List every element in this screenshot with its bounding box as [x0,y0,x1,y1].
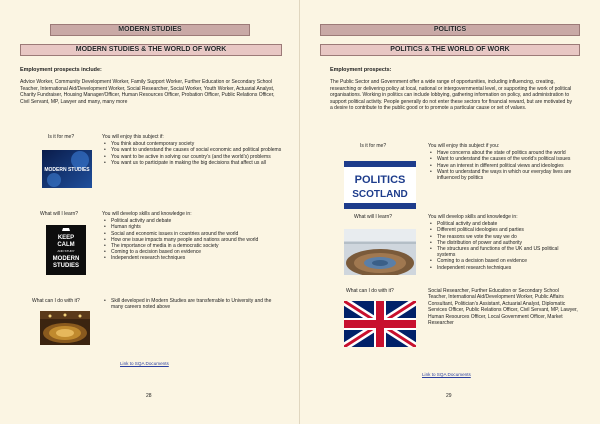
list-item: • Political activity and debate [102,218,282,224]
list-item: • Independent research techniques [428,265,578,271]
list-item: • The importance of media in a democratic society [102,243,282,249]
list-item: • The reasons we vote the way we do [428,234,578,240]
list-item: • Independent research techniques [102,255,282,261]
modern-studies-image [42,150,92,188]
learn-intro: You will develop skills and knowledge in: [102,211,192,217]
what-will-i-learn-label: What will I learn? [354,214,393,220]
list-item: • Have concerns about the state of politics around the world [428,150,578,156]
section-banner: MODERN STUDIES & THE WORLD OF WORK [20,44,282,56]
sqa-documents-link[interactable]: Link to SQA Documents [422,372,471,377]
section-banner: POLITICS & THE WORLD OF WORK [320,44,580,56]
enjoy-list [102,134,282,166]
learn-list [428,214,578,271]
list-item: • Skill developed in Modern Studies are transferrable to University and the many careers noted above [102,298,282,310]
prospects-heading: Employment prospects include: [20,67,102,73]
what-can-i-do-label: What can I do with it? [346,288,394,294]
list-item: • Different political ideologies and parties [428,227,578,233]
image-caption: MODERN STUDIES [44,167,90,173]
list-item: • You want us to participate in making the big decisions that affect us all [102,160,282,166]
subject-banner: POLITICS [320,24,580,36]
prospects-text: The Public Sector and Government offer a wide range of opportunities, including influencing, creating, researching or delivering policy at local, national or intergovernmental level, or supporting the work of political organisations. Working in politics can include lobbying, gathering information on policy, and administration to support political activity. People generally do not enter these sectors for financial reward, but are motivated by a desire to contribute to the public good or to promote a particular cause or set of values. [330,79,572,112]
list-item: • You want to be active in solving our country’s (and the world’s) problems [102,154,282,160]
list-item: • Want to understand the ways in which our everyday lives are influenced by politics [428,169,578,181]
politics-scotland-image [344,161,416,209]
careers-list [102,298,282,310]
enjoy-intro: You will enjoy this subject if you: [428,143,500,149]
list-item: • You think about contemporary society [102,141,282,147]
enjoy-list [428,143,578,181]
chamber-image [344,229,416,275]
list-item: • Social and economic issues in countries around the world [102,231,282,237]
list-item: • Human rights [102,224,282,230]
is-it-for-me-label: Is it for me? [360,143,387,149]
poster-line: AND STUDY [57,249,75,253]
poster-line: STUDIES [52,263,80,269]
learn-intro: You will develop skills and knowledge in: [428,214,518,220]
page-number: 29 [446,393,452,399]
flags-image [344,301,416,347]
what-will-i-learn-label: What will I learn? [40,211,79,217]
poster-line: MODERN [52,256,80,262]
parliament-chamber-image [40,311,90,345]
list-item: • Coming to a decision based on evidence [428,258,578,264]
learn-list [102,211,282,262]
poster-line: CALM [57,242,75,248]
list-item: • You want to understand the causes of social economic and political problems [102,147,282,153]
image-title: POLITICS [354,174,406,186]
list-item: • Coming to a decision based on evidence [102,249,282,255]
list-item: • The structures and functions of the UK and US political systems [428,246,578,258]
prospects-heading: Employment prospects: [330,67,392,73]
keep-calm-poster-image [46,225,86,275]
list-item: • How one issue impacts many people and nations around the world [102,237,282,243]
page-29 [300,0,600,424]
sqa-documents-link[interactable]: Link to SQA Documents [120,361,169,366]
is-it-for-me-label: Is it for me? [48,134,75,140]
image-title: SCOTLAND [352,189,408,200]
list-item: • Have an interest in different political views and ideologies [428,163,578,169]
list-item: • Political activity and debate [428,221,578,227]
poster-line: KEEP [57,235,75,241]
enjoy-intro: You will enjoy this subject if: [102,134,164,140]
subject-banner: MODERN STUDIES [50,24,250,36]
what-can-i-do-label: What can I do with it? [32,298,80,304]
page-number: 28 [146,393,152,399]
list-item: • Want to understand the causes of the world’s political issues [428,156,578,162]
prospects-text: Advice Worker, Community Development Worker, Family Support Worker, Further Education or Secondary School Teacher, International Aid/Development Worker, Social Researcher, Social Worker, Youth Worker, Actuarial Analyst, Charity Fundraiser, Housing Manager/Officer, Human Resources Officer, Probation Officer, Public Relations Officer, Civil Servant, MP, Lawyer and many, many more [20,79,275,105]
careers-text: Social Researcher, Further Education or Secondary School Teacher, International Aid/Development Worker, Public Affairs Consultant, Politician’s Assistant, Actuarial Analyst, Diplomatic Services Officer, Public Relations Officer, Civil Servant, MP, Lawyer, Human Resources Officer, Local Government Officer, Market Researcher [428,288,578,327]
list-item: • The distribution of power and authority [428,240,578,246]
